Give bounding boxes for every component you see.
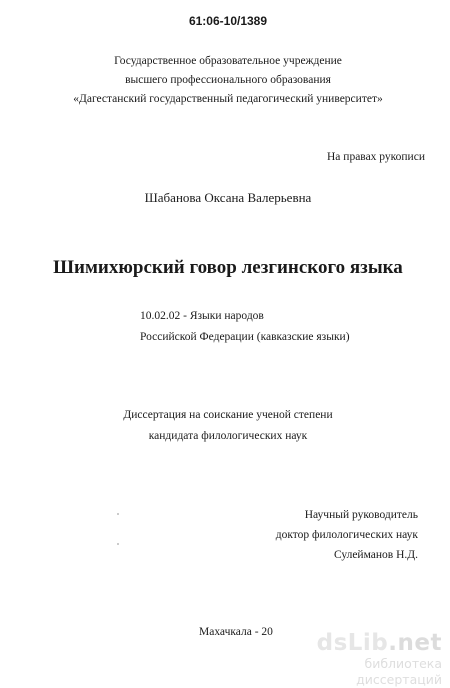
author-name: Шабанова Оксана Валерьевна (144, 190, 312, 205)
rights-note: На правах рукописи (327, 151, 425, 163)
supervisor-name: Сулейманов Н.Д. (333, 549, 418, 561)
supervisor-label: Научный руководитель (304, 509, 418, 521)
city-year: Махачкала - 20 (199, 626, 273, 638)
watermark-subtitle: библиотека диссертаций (356, 656, 442, 687)
watermark-logo (282, 630, 442, 656)
supervisor-degree: доктор филологических наук (275, 529, 418, 541)
degree-line-2: кандидата филологических наук (148, 430, 308, 442)
institution-line-2: высшего профессионального образования (125, 74, 331, 86)
scan-speck (117, 543, 119, 545)
institution-line-1: Государственное образовательное учреждение (114, 55, 342, 67)
dslib-watermark (282, 630, 442, 688)
scan-speck (117, 513, 119, 515)
degree-line-1: Диссертация на соискание ученой степени (123, 409, 333, 421)
specialty-line-1: 10.02.02 - Языки народов (140, 310, 264, 322)
watermark-logo-domain: .net (388, 630, 442, 656)
institution-line-3: «Дагестанский государственный педагогический университет» (73, 93, 383, 105)
watermark-logo-main: dsLib (316, 630, 389, 656)
document-code: 61:06-10/1389 (188, 14, 268, 28)
dissertation-title: Шимихюрский говор лезгинского языка (53, 257, 403, 278)
specialty-line-2: Российской Федерации (кавказские языки) (140, 331, 350, 343)
